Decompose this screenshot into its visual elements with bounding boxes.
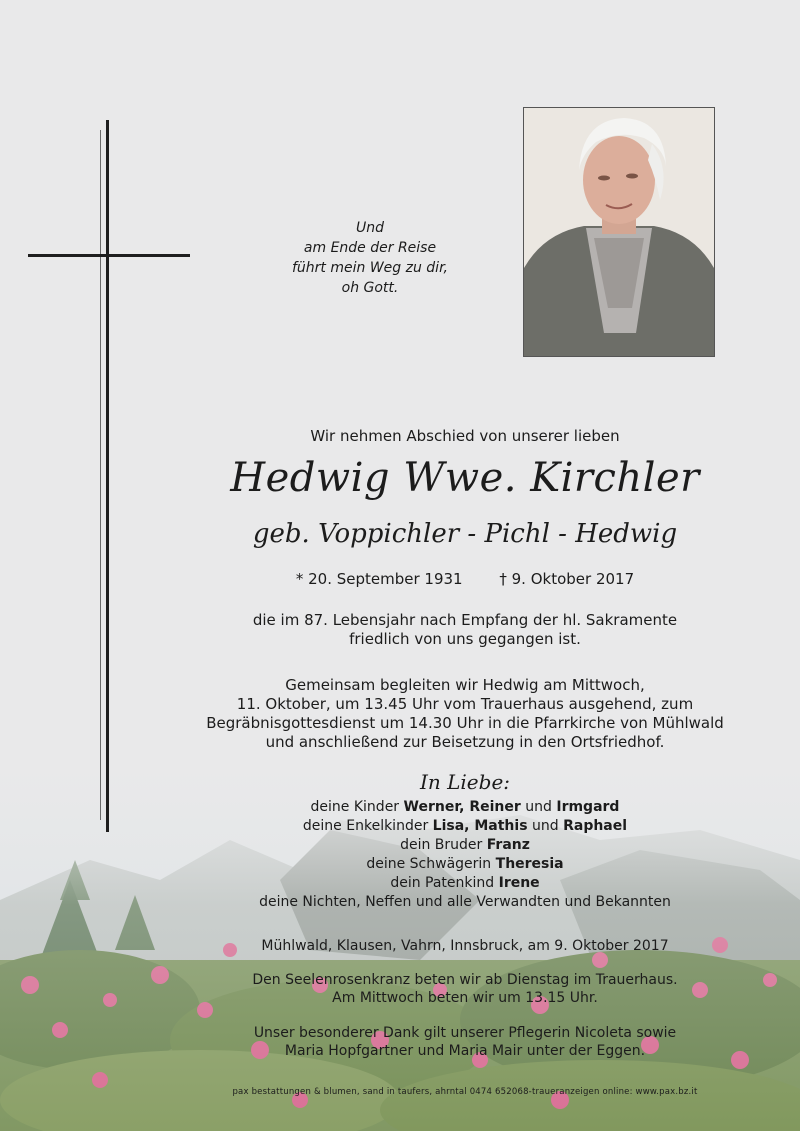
paragraph-line: friedlich von uns gegangen ist. <box>349 630 581 648</box>
thanks-line: Maria Hopfgartner und Maria Mair unter der Eggen. <box>284 1043 646 1059</box>
passing-paragraph <box>200 611 730 649</box>
verse-line: oh Gott. <box>341 280 399 296</box>
deceased-name: Hedwig Wwe. Kirchler <box>230 455 700 501</box>
life-dates <box>200 570 730 588</box>
verse-line: am Ende der Reise <box>303 240 437 256</box>
footer-imprint: pax bestattungen & blumen, sand in taufers, ahrntal 0474 652068-traueranzeigen online: www.pax.bz.it <box>232 1087 698 1097</box>
rosary-line: Am Mittwoch beten wir um 13.15 Uhr. <box>332 990 598 1006</box>
death-date: † 9. Oktober 2017 <box>499 570 635 588</box>
birth-name: geb. Voppichler - Pichl - Hedwig <box>252 519 678 549</box>
thanks-line: Unser besonderer Dank gilt unserer Pflegerin Nicoleta sowie <box>253 1025 677 1041</box>
birth-date: * 20. September 1931 <box>295 570 463 588</box>
cross-shadow-line <box>100 130 101 820</box>
portrait-photo <box>523 107 715 357</box>
family-list <box>200 798 730 912</box>
paragraph-line: Gemeinsam begleiten wir Hedwig am Mittwoch, <box>285 676 645 694</box>
family-sister-in-law: deine Schwägerin Theresia <box>366 856 564 872</box>
cross-vertical-bar <box>106 120 109 832</box>
verse-line: führt mein Weg zu dir, <box>292 260 448 276</box>
rosary-notice <box>200 971 730 1007</box>
paragraph-line: Begräbnisgottesdienst um 14.30 Uhr in die Pfarrkirche von Mühlwald <box>206 714 724 732</box>
verse <box>270 218 470 298</box>
family-godchild: dein Patenkind Irene <box>390 875 540 891</box>
paragraph-line: 11. Oktober, um 13.45 Uhr vom Trauerhaus ausgehend, zum <box>236 695 694 713</box>
in-love-heading: In Liebe: <box>419 770 511 794</box>
family-grandchildren: deine Enkelkinder Lisa, Mathis und Raphael <box>302 818 628 834</box>
place-date: Mühlwald, Klausen, Vahrn, Innsbruck, am 9. Oktober 2017 <box>261 938 669 954</box>
verse-line: Und <box>355 220 384 236</box>
family-children: deine Kinder Werner, Reiner und Irmgard <box>310 799 620 815</box>
family-relatives: deine Nichten, Neffen und alle Verwandten und Bekannten <box>259 894 671 910</box>
rosary-line: Den Seelenrosenkranz beten wir ab Dienstag im Trauerhaus. <box>252 972 678 988</box>
paragraph-line: und anschließend zur Beisetzung in den Ortsfriedhof. <box>265 733 665 751</box>
thanks-notice <box>200 1024 730 1060</box>
cross-horizontal-bar <box>28 254 190 257</box>
funeral-paragraph <box>200 676 730 752</box>
intro-text: Wir nehmen Abschied von unserer lieben <box>310 427 620 445</box>
family-brother: dein Bruder Franz <box>400 837 530 853</box>
paragraph-line: die im 87. Lebensjahr nach Empfang der hl. Sakramente <box>252 611 678 629</box>
